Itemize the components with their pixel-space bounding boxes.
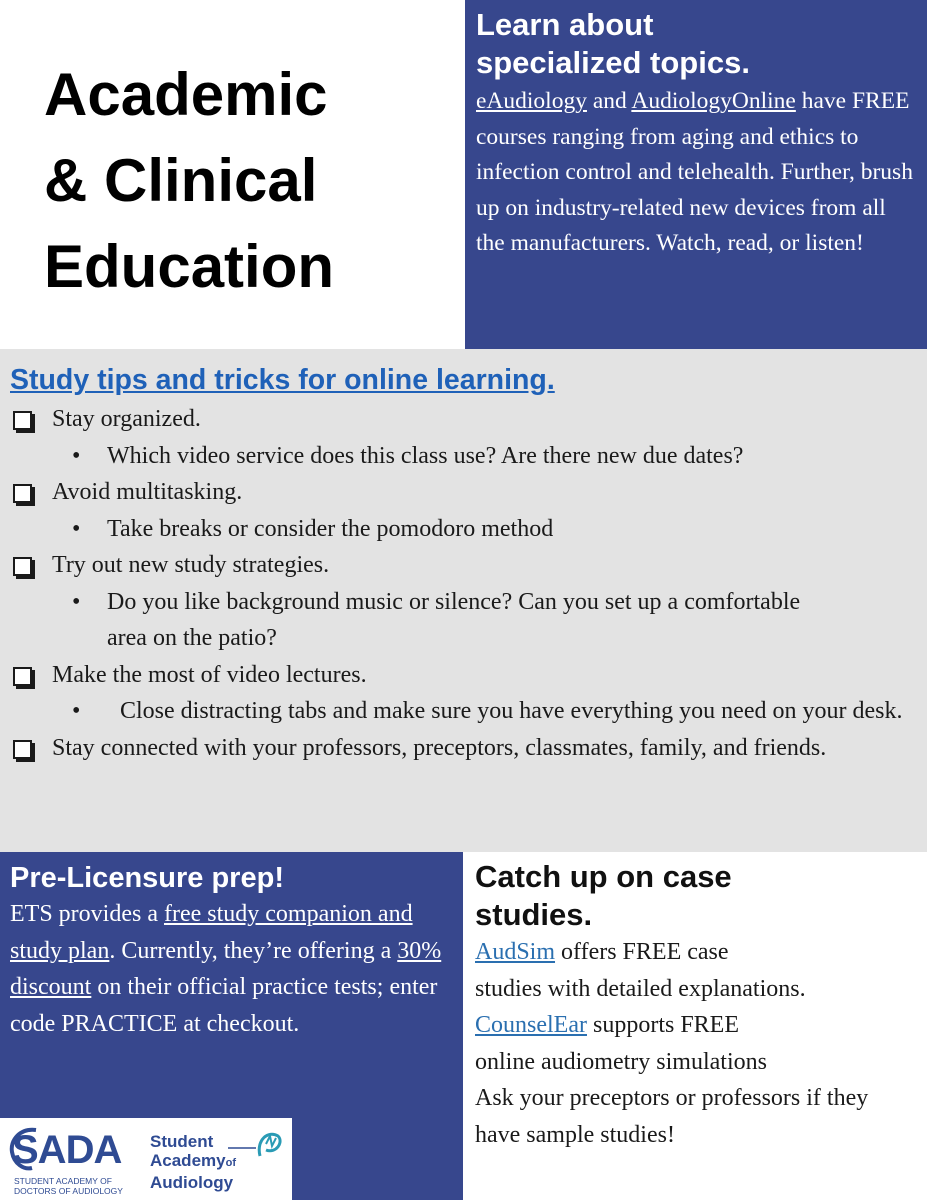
prep-text: . Currently, they’re offering a [109,937,398,964]
checkbox-icon [13,667,32,686]
list-item [10,401,927,438]
list-subitem [10,584,927,657]
topics-text: and [586,88,632,114]
checkbox-icon [13,740,32,759]
tip-subtext: Do you like background music or silence? Can you set up a comfortable area on the patio? [107,588,801,651]
sada-sub-line: STUDENT ACADEMY OF [14,1176,112,1186]
logo-area [0,1118,292,1200]
sada-logo-subtitle [14,1176,123,1196]
counselear-link[interactable]: CounselEar [475,1012,587,1038]
case-line [475,934,919,971]
bullet-icon: • [72,698,81,724]
list-item [10,730,927,767]
tip-text: Stay connected with your professors, preceptors, classmates, family, and friends. [52,734,827,761]
case-line: online audiometry simulations [475,1048,767,1075]
case-text: supports FREE [586,1012,739,1038]
case-text: offers FREE case [555,939,729,965]
topics-heading-line: specialized topics. [476,45,750,80]
topics-heading [476,6,917,82]
prep-text: on their official practice tests; enter code PRACTICE at checkout. [10,974,438,1037]
page-title [44,52,334,310]
topics-text: have FREE courses ranging from aging and ethics to infection control and telehealth. Further, brush up on industry-related new devices from all the manufacturers. Watch, read, or listen! [476,88,913,256]
audiologyonline-link[interactable]: AudiologyOnline [631,88,796,114]
saa-word: Academy [150,1151,226,1170]
tip-text: Try out new study strategies. [52,552,330,578]
saa-line: Audiology [150,1173,234,1192]
case-heading-line: studies. [475,897,593,932]
tip-subtext: Which video service does this class use? Are there new due dates? [107,442,744,469]
title-panel [0,0,465,345]
case-body [475,934,919,1153]
checkbox-icon [13,484,32,503]
eaudiology-link[interactable]: eAudiology [476,88,587,114]
audsim-link[interactable]: AudSim [475,939,556,965]
checkbox-icon [13,557,32,576]
sada-logo: SADA [12,1128,122,1172]
list-item [10,657,927,694]
title-line: Education [44,233,335,300]
saa-emblem-icon [226,1126,286,1166]
saa-logo [150,1132,236,1192]
case-panel [463,852,927,1200]
prep-heading: Pre-Licensure prep! [10,862,284,894]
saa-of: of [225,1157,236,1169]
bullet-icon: • [72,588,81,615]
case-heading-line: Catch up on case [475,859,732,894]
bullet-icon: • [72,442,81,469]
topics-panel [465,0,927,349]
tip-subtext: Take breaks or consider the pomodoro method [107,515,554,542]
bullet-icon: • [72,515,81,542]
list-item [10,547,927,584]
list-subitem [10,511,927,548]
list-item [10,474,927,511]
sada-sub-line: DOCTORS OF AUDIOLOGY [14,1186,123,1196]
tips-heading: Study tips and tricks for online learning. [10,364,555,396]
case-line: Ask your preceptors or professors if they have sample studies! [475,1085,869,1148]
tip-text: Stay organized. [52,406,201,432]
checkbox-icon [13,411,32,430]
case-line: studies with detailed explanations. [475,975,806,1002]
case-line [475,1007,919,1044]
prep-text: ETS provides a [10,901,164,927]
tips-list [10,401,927,766]
prep-body [10,896,455,1042]
tip-subtext: Close distracting tabs and make sure you have everything you need on your desk. [120,698,903,724]
saa-line: Student [150,1132,214,1151]
list-subitem [10,693,927,730]
study-companion-link[interactable]: free study companion and study plan [10,901,413,964]
topics-heading-line: Learn about [476,7,654,42]
title-line: Academic [44,61,328,128]
tip-text: Make the most of video lectures. [52,661,367,688]
topics-body [476,84,917,262]
case-heading [475,858,919,934]
discount-link[interactable]: 30% discount [10,937,442,1000]
list-subitem [10,438,927,475]
tip-text: Avoid multitasking. [52,479,243,505]
saa-line [150,1151,236,1173]
title-line: & Clinical [44,147,318,214]
tips-panel [0,349,927,852]
